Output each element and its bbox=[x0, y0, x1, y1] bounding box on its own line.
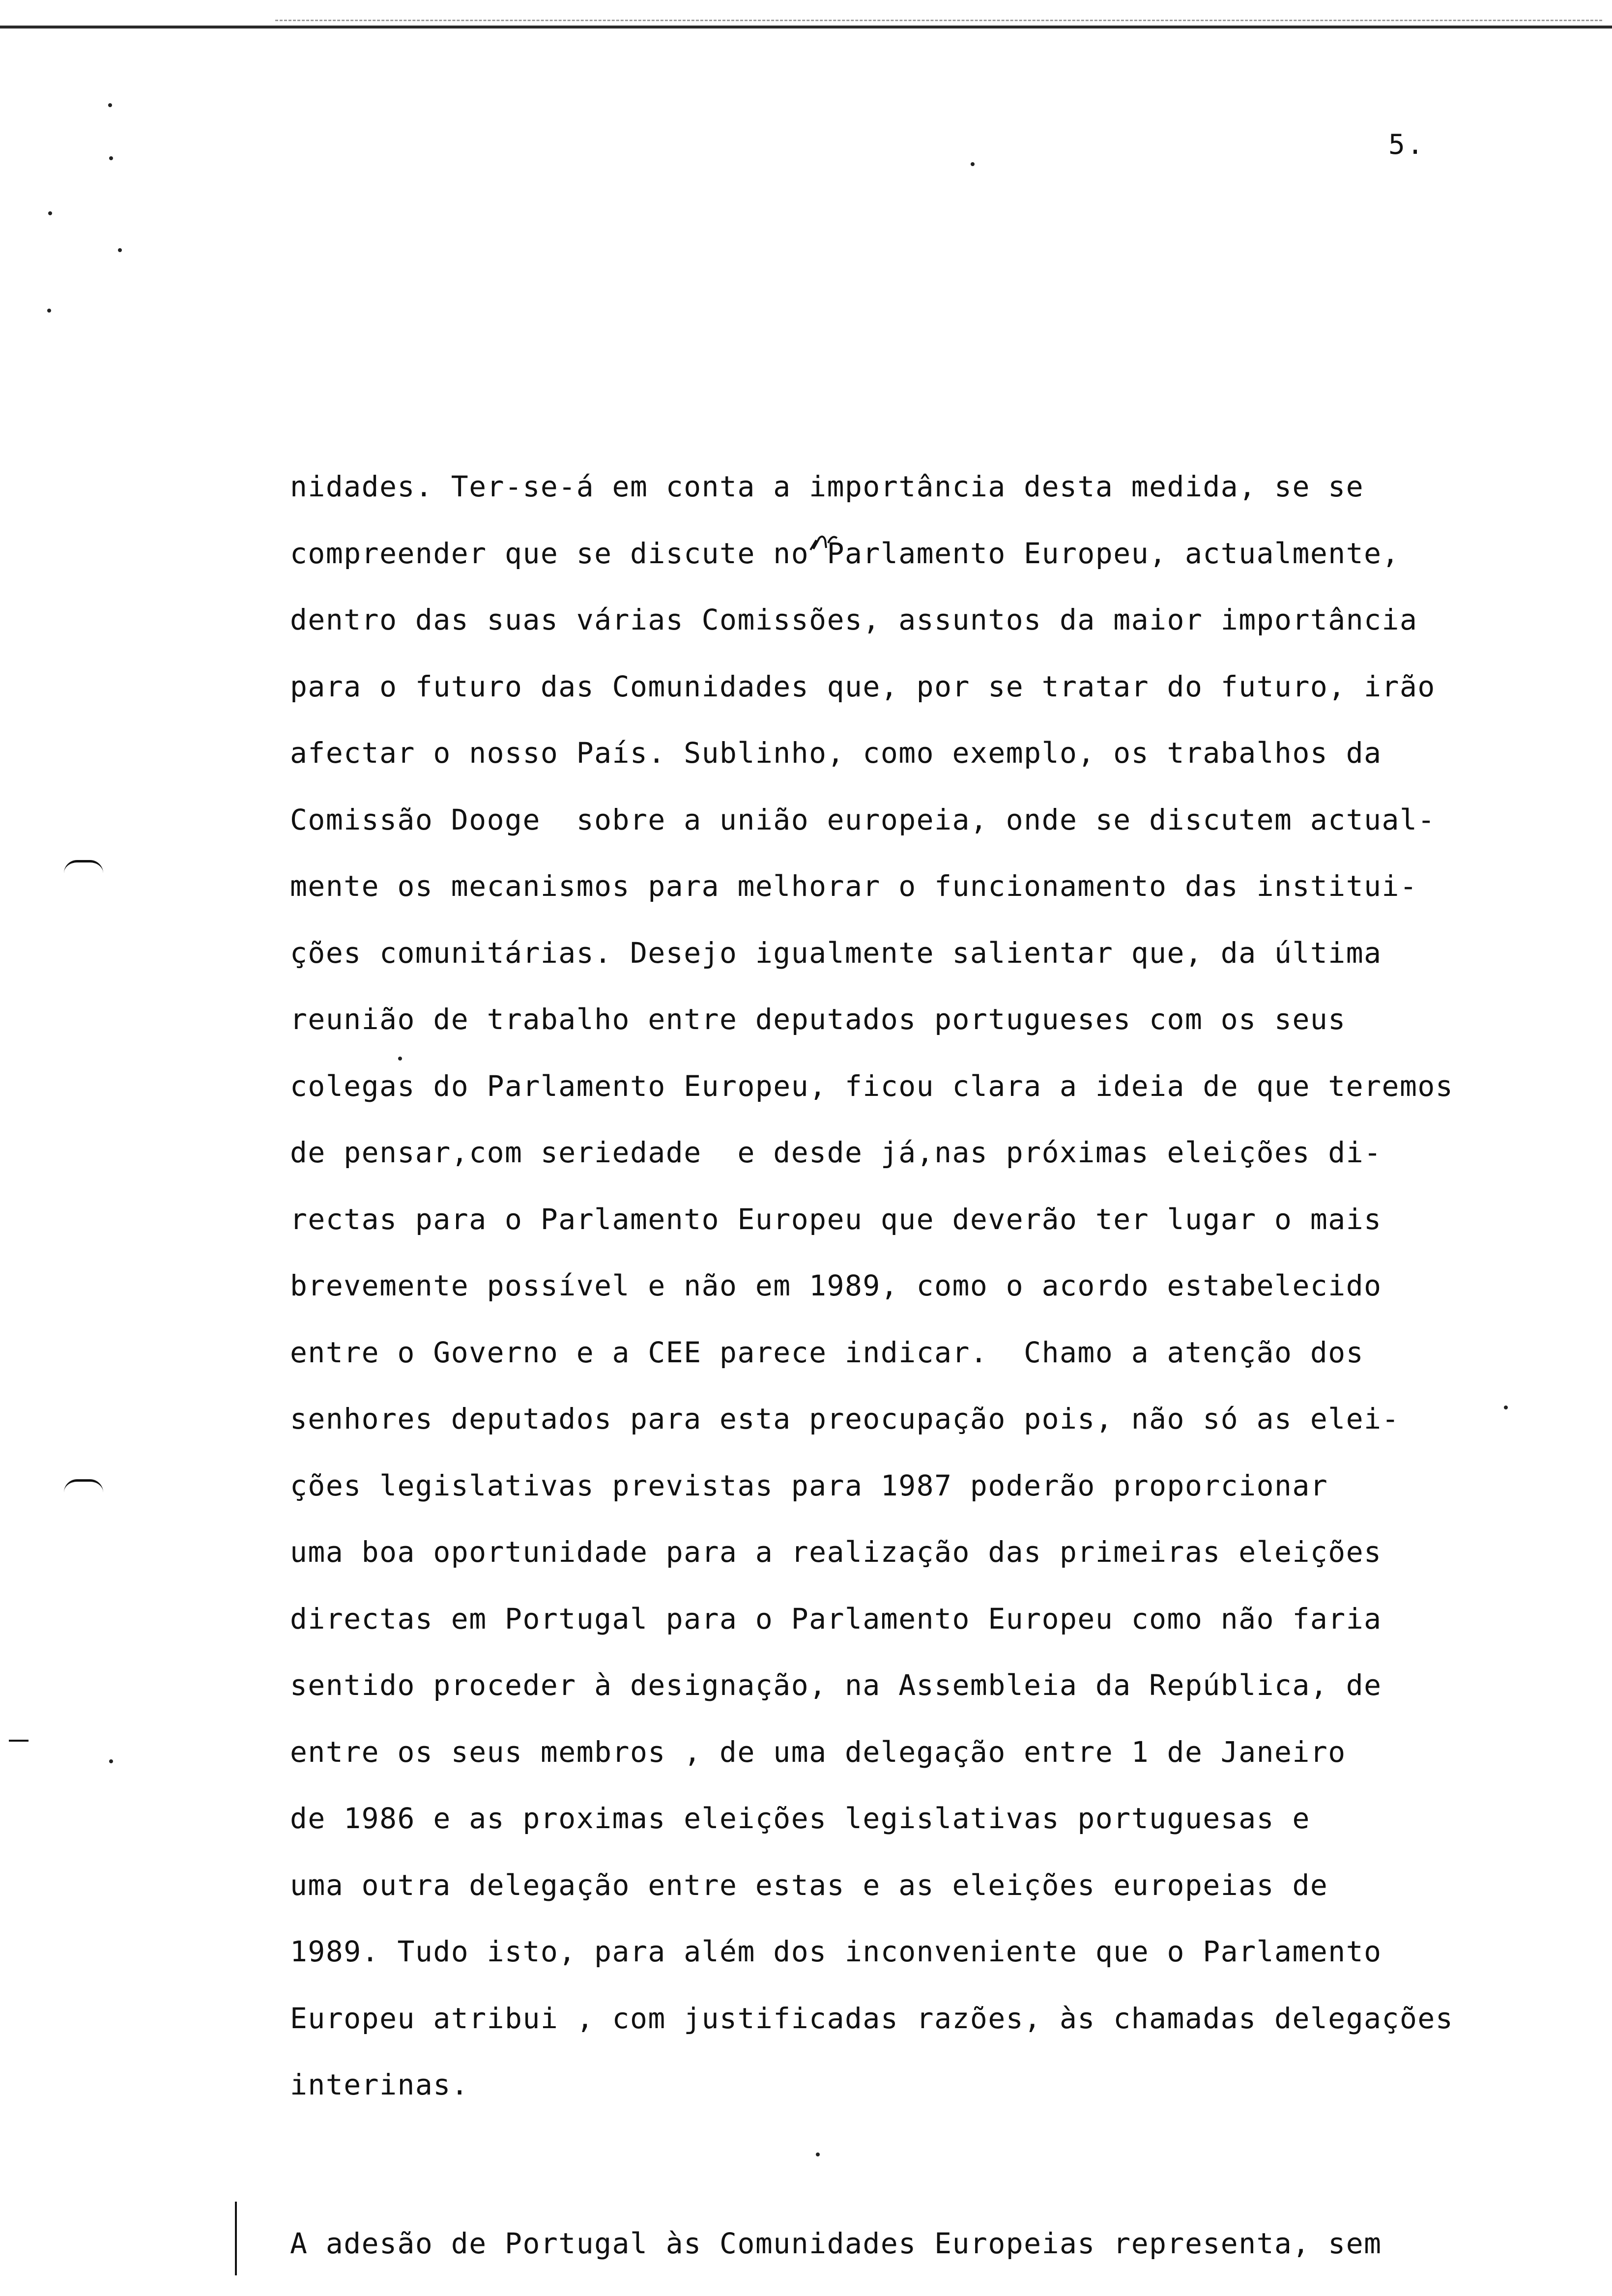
text-line: dentro das suas várias Comissões, assuntos da maior importância bbox=[290, 603, 1418, 636]
text-line: nidades. Ter-se-á em conta a importância desta medida, se se bbox=[290, 470, 1364, 503]
text-line: entre o Governo e a CEE parece indicar. Chamo a atenção dos bbox=[290, 1335, 1364, 1369]
margin-bracket bbox=[235, 2202, 237, 2275]
scan-speck bbox=[118, 248, 122, 252]
text-line: sentido proceder à designação, na Assembleia da República, de bbox=[290, 1668, 1382, 1702]
margin-mark bbox=[64, 860, 103, 873]
page-number: 5. bbox=[1388, 129, 1426, 161]
text-line: interinas. bbox=[290, 2068, 469, 2101]
margin-mark bbox=[64, 1479, 103, 1492]
text-line: para o futuro das Comunidades que, por se tratar do futuro, irão bbox=[290, 669, 1436, 703]
scan-speck bbox=[109, 156, 113, 160]
scan-speck bbox=[47, 309, 51, 313]
text-line: ções comunitárias. Desejo igualmente salientar que, da última bbox=[290, 936, 1382, 970]
text-line: directas em Portugal para o Parlamento Europeu como não faria bbox=[290, 1602, 1382, 1636]
top-edge-rule bbox=[0, 26, 1612, 29]
text-line: de 1986 e as proximas eleições legislativas portuguesas e bbox=[290, 1802, 1310, 1835]
text-line: Comissão Dooge sobre a união europeia, onde se discutem actual- bbox=[290, 803, 1436, 836]
text-line: reunião de trabalho entre deputados portugueses com os seus bbox=[290, 1003, 1346, 1036]
text-line: afectar o nosso País. Sublinho, como exemplo, os trabalhos da bbox=[290, 736, 1382, 770]
scan-speck bbox=[109, 1759, 113, 1763]
text-line: ções legislativas previstas para 1987 poderão proporcionar bbox=[290, 1468, 1328, 1502]
text-line: entre os seus membros , de uma delegação entre 1 de Janeiro bbox=[290, 1735, 1346, 1769]
text-line: Europeu atribui , com justificadas razões, às chamadas delegações bbox=[290, 2001, 1454, 2035]
scan-speck bbox=[48, 211, 52, 215]
text-line: mente os mecanismos para melhorar o funcionamento das institui- bbox=[290, 869, 1418, 903]
text-line: uma outra delegação entre estas e as eleições europeias de bbox=[290, 1868, 1328, 1902]
margin-mark bbox=[9, 1740, 29, 1742]
scan-speck bbox=[108, 103, 112, 107]
text-line: brevemente possível e não em 1989, como o acordo estabelecido bbox=[290, 1269, 1382, 1302]
body-text bbox=[290, 467, 1607, 2291]
text-line: A adesão de Portugal às Comunidades Europeias representa, sem bbox=[290, 2227, 1382, 2260]
text-line: uma boa oportunidade para a realização das primeiras eleições bbox=[290, 1535, 1382, 1569]
text-line: compreender que se discute no Parlamento Europeu, actualmente, bbox=[290, 536, 1400, 570]
text-line: de pensar,com seriedade e desde já,nas próximas eleições di- bbox=[290, 1136, 1382, 1169]
scan-speck bbox=[971, 162, 975, 166]
text-line: colegas do Parlamento Europeu, ficou clara a ideia de que teremos bbox=[290, 1069, 1454, 1103]
top-edge-scan-artifact bbox=[275, 20, 1602, 21]
text-line: rectas para o Parlamento Europeu que deverão ter lugar o mais bbox=[290, 1202, 1382, 1236]
text-line: senhores deputados para esta preocupação pois, não só as elei- bbox=[290, 1402, 1400, 1435]
text-line: 1989. Tudo isto, para além dos inconveniente que o Parlamento bbox=[290, 1935, 1382, 1968]
